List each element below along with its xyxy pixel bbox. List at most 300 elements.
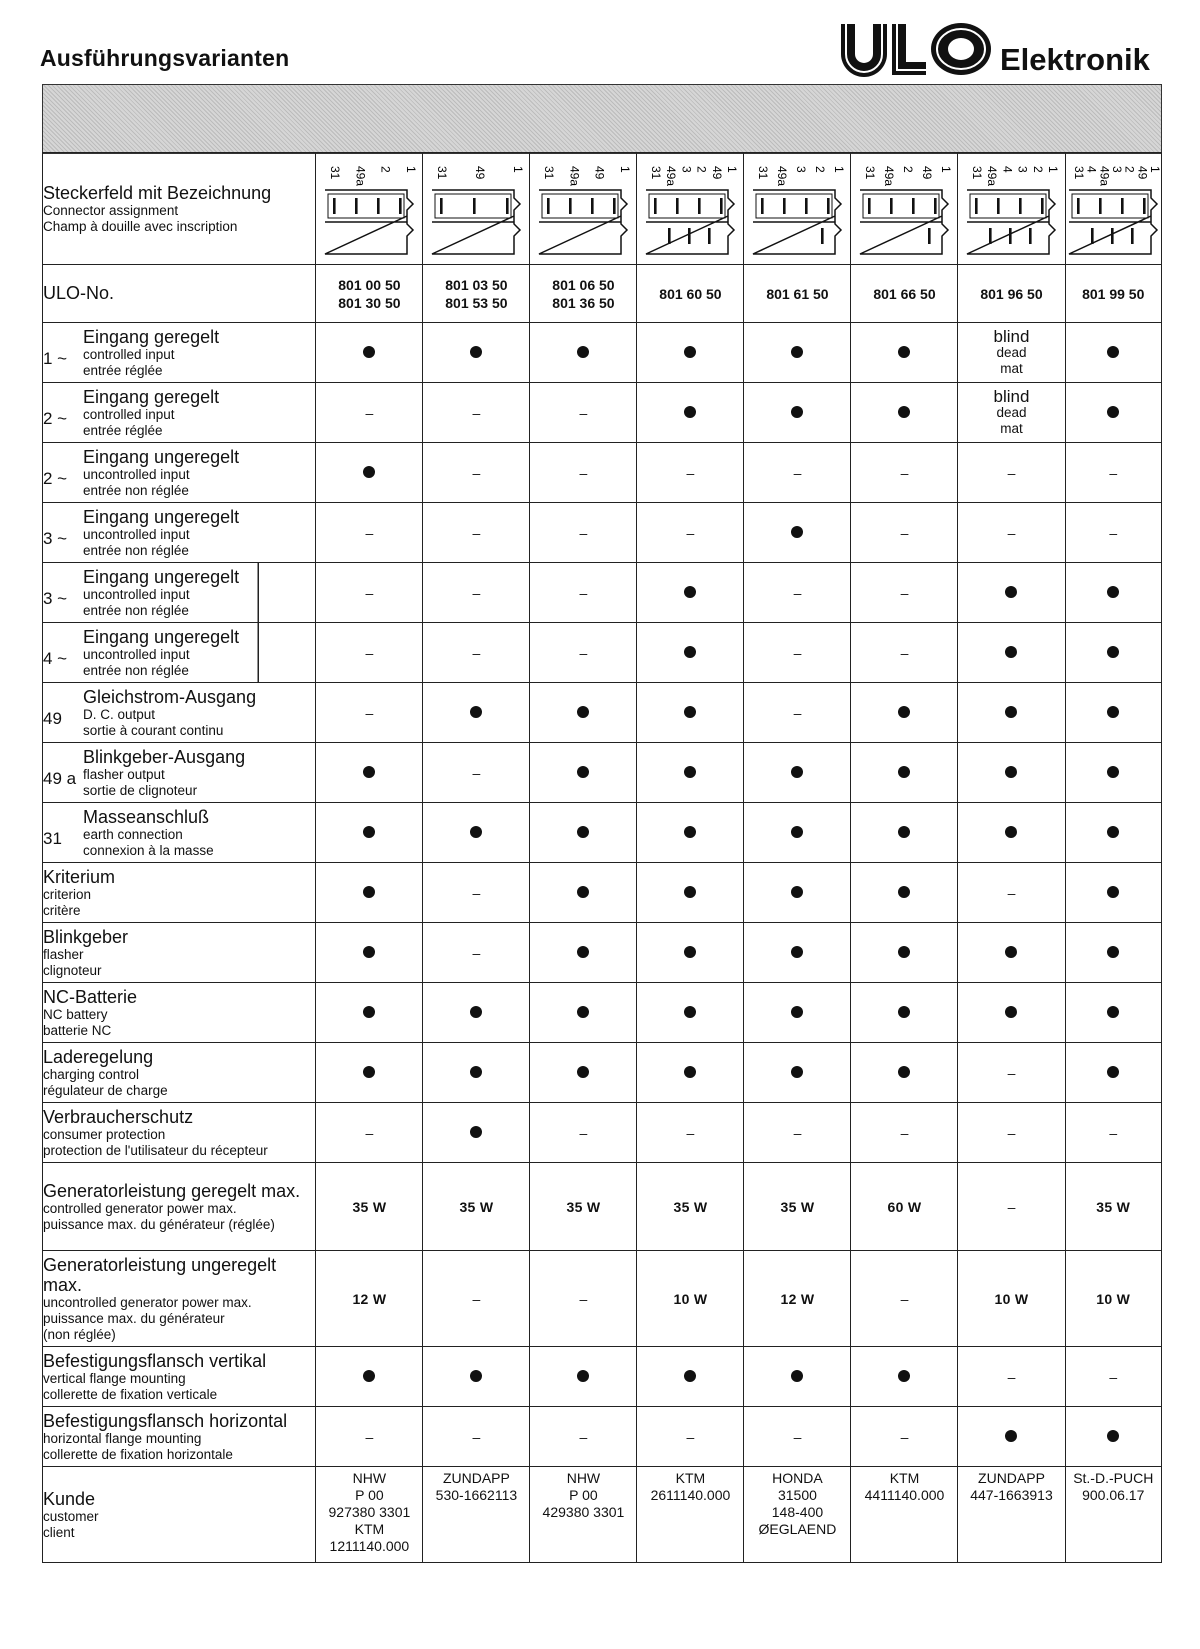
power-value: 10 W [1096,1290,1131,1307]
feature-row [43,383,1162,443]
feature-row [43,503,1162,563]
filled-dot-icon [363,946,375,958]
customer-line: P 00 [355,1487,384,1503]
connector-pin-label: 31 [328,165,343,179]
feature-cell [637,623,744,683]
filled-dot-icon [684,646,696,658]
dash-mark: – [1007,1198,1016,1215]
feature-cell [851,983,958,1043]
blind-de: blind [993,326,1030,346]
dash-mark: – [365,524,374,541]
feature-en: D. C. output [83,706,156,722]
power-cell [744,1251,851,1347]
filled-dot-icon [898,946,910,958]
filled-dot-icon [1107,1066,1119,1078]
flange-cell [851,1347,958,1407]
feature-cell [637,863,744,923]
flange-cell [423,1347,530,1407]
feature-en: uncontrolled input [83,466,190,482]
dash-mark: – [472,404,481,421]
feature-cell [958,863,1065,923]
ulo-number-line: 801 03 50 [445,276,508,293]
ulo-number [851,265,958,323]
feature-cell [530,803,637,863]
customer-line: 2611140.000 [650,1487,731,1503]
pin-number: 49 [43,708,62,728]
feature-de: Eingang ungeregelt [83,506,240,527]
feature-texts [83,687,256,739]
feature-cell [744,323,851,383]
filled-dot-icon [684,706,696,718]
customer-line: ØEGLAEND [758,1521,837,1537]
filled-dot-icon [577,706,589,718]
feature-cell [851,563,958,623]
customer-line: KTM [354,1521,385,1537]
feature-cell [1065,383,1162,443]
connector-pin-label: 49a [567,165,582,186]
feature-cell [530,683,637,743]
power-row [43,1251,1162,1347]
connector-pin-label: 31 [649,165,664,179]
feature-cell [1065,503,1162,563]
feature-texts [83,807,214,859]
power-cell [958,1163,1065,1251]
filled-dot-icon [1107,406,1119,418]
feature-cell [530,983,637,1043]
filled-dot-icon [684,586,696,598]
feature-cell [316,623,423,683]
filled-dot-icon [898,826,910,838]
filled-dot-icon [363,346,375,358]
flange-cell [1065,1347,1162,1407]
feature-fr: sortie à courant continu [83,722,224,738]
filled-dot-icon [898,766,910,778]
feature-cell [958,803,1065,863]
dash-mark: – [472,644,481,661]
dash-mark: – [1007,464,1016,481]
flange-cell [530,1407,637,1467]
flange-cell [958,1407,1065,1467]
feature-label-wrap [43,807,315,859]
feature-cell [637,503,744,563]
feature-cell [423,863,530,923]
connector-pin-label: 2 [1031,165,1046,173]
feature-row [43,623,1162,683]
feature-en: uncontrolled input [83,586,190,602]
dash-mark: – [793,584,802,601]
feature-de: Eingang geregelt [83,386,220,407]
connector-pin-label: 31 [756,165,771,179]
feature-en: controlled input [83,346,175,362]
filled-dot-icon [898,1370,910,1382]
ulo-number-label-text: ULO-No. [43,283,115,303]
power-cell [744,1163,851,1251]
filled-dot-icon [1107,946,1119,958]
feature-texts [83,387,219,439]
customer-cell [530,1467,637,1563]
connector-pin-label: 3 [679,165,694,173]
feature-cell [851,683,958,743]
dash-mark: – [900,524,909,541]
filled-dot-icon [898,406,910,418]
feature-cell [1065,323,1162,383]
feature-fr: régulateur de charge [43,1082,168,1098]
feature-cell [423,1103,530,1163]
flange-cell [530,1347,637,1407]
feature-cell [1065,803,1162,863]
feature-cell [530,1103,637,1163]
pin-number: 1 ~ [43,348,68,368]
connector-pin-label: 1 [939,165,954,173]
power-cell [423,1163,530,1251]
flange-cell [1065,1407,1162,1467]
flange-fr: collerette de fixation horizontale [43,1446,233,1462]
feature-cell [851,1043,958,1103]
feature-cell [744,563,851,623]
connector-socket-icon [537,164,633,260]
ulo-number [1065,265,1162,323]
feature-label-wrap [43,567,315,619]
blind-en: dead [996,344,1027,360]
power-sub: uncontrolled generator power max. [43,1294,252,1310]
dash-mark: – [686,524,695,541]
dash-mark: – [900,644,909,661]
feature-cell [958,983,1065,1043]
power-value: 35 W [780,1198,815,1215]
dash-mark: – [793,464,802,481]
feature-cell [530,323,637,383]
flange-de: Befestigungsflansch vertikal [43,1350,267,1371]
connector-pin-label: 31 [863,165,878,179]
filled-dot-icon [363,1370,375,1382]
dash-mark: – [365,1428,374,1445]
feature-en: earth connection [83,826,183,842]
feature-cell [423,383,530,443]
feature-fr: entrée réglée [83,362,163,378]
feature-cell [1065,1103,1162,1163]
feature-label [43,803,316,863]
power-value: 10 W [994,1290,1029,1307]
feature-cell [637,803,744,863]
customer-line: NHW [352,1470,387,1486]
power-cell [637,1251,744,1347]
feature-row [43,683,1162,743]
feature-cell [1065,743,1162,803]
dash-mark: – [900,1124,909,1141]
feature-cell [637,383,744,443]
connector-pin-label: 3 [794,165,809,173]
filled-dot-icon [577,826,589,838]
dash-mark: – [1109,1368,1118,1385]
connector-pin-label: 2 [379,165,394,173]
customer-line: 447-1663913 [970,1487,1053,1503]
feature-cell [316,683,423,743]
customer-line: St.-D.-PUCH [1073,1470,1154,1486]
ulo-number-line: 801 30 50 [338,294,401,311]
flange-cell [316,1347,423,1407]
dash-mark: – [472,1428,481,1445]
filled-dot-icon [363,1006,375,1018]
connector-pin-label: 1 [1046,165,1061,173]
feature-label-wrap [43,327,315,379]
power-value: 35 W [352,1198,387,1215]
power-value: 35 W [1096,1198,1131,1215]
feature-de: Eingang geregelt [83,326,220,347]
filled-dot-icon [684,946,696,958]
pin-number: 3 ~ [43,588,68,608]
feature-fr: clignoteur [43,962,102,978]
power-cell [958,1251,1065,1347]
feature-en: NC battery [43,1006,108,1022]
feature-cell [851,743,958,803]
feature-label-wrap [43,687,315,739]
feature-cell [958,1103,1065,1163]
filled-dot-icon [898,1006,910,1018]
feature-cell [744,383,851,443]
feature-texts [43,987,137,1039]
filled-dot-icon [363,826,375,838]
dash-mark: – [1109,524,1118,541]
dash-mark: – [579,524,588,541]
connector-pin-label: 1 [725,165,740,173]
dash-mark: – [793,1124,802,1141]
connector-pin-label: 1 [832,165,847,173]
feature-de: Blinkgeber-Ausgang [83,746,246,767]
blind-de: blind [993,386,1030,406]
filled-dot-icon [898,706,910,718]
power-value: 35 W [459,1198,494,1215]
filled-dot-icon [577,886,589,898]
connector-pin-label: 3 [1110,165,1125,173]
dash-mark: – [686,1124,695,1141]
dash-mark: – [579,464,588,481]
feature-label [43,563,316,623]
feature-cell [530,503,637,563]
connector-pin-label: 31 [970,165,985,179]
filled-dot-icon [577,1066,589,1078]
feature-fr: batterie NC [43,1022,112,1038]
feature-cell [1065,563,1162,623]
blind-en: dead [996,404,1027,420]
feature-cell [316,323,423,383]
connector-socket-icon [858,164,954,260]
feature-label-wrap [43,747,315,799]
filled-dot-icon [1005,1430,1017,1442]
feature-cell [958,383,1065,443]
filled-dot-icon [1107,706,1119,718]
feature-cell [530,743,637,803]
filled-dot-icon [1005,766,1017,778]
pin-number: 2 ~ [43,408,68,428]
feature-row [43,323,1162,383]
feature-cell [851,383,958,443]
feature-cell [1065,983,1162,1043]
ulo-number-row [43,265,1162,323]
ulo-number-label [43,265,316,323]
dash-mark: – [365,1124,374,1141]
feature-cell [637,923,744,983]
feature-row [43,923,1162,983]
customer-line: 429380 3301 [542,1504,625,1520]
feature-label-wrap [43,927,315,979]
power-sub: (non réglée) [43,1326,116,1342]
filled-dot-icon [1107,766,1119,778]
dash-mark: – [793,704,802,721]
connector-pin-label: 49a [775,165,790,186]
power-cell [530,1251,637,1347]
feature-cell [637,323,744,383]
dash-mark: – [1109,1124,1118,1141]
feature-cell [958,323,1065,383]
flange-cell [744,1347,851,1407]
flange-label [43,1347,316,1407]
customer-line: 31500 [777,1487,817,1503]
feature-label [43,503,316,563]
feature-cell [958,563,1065,623]
dash-mark: – [686,1428,695,1445]
feature-row [43,983,1162,1043]
feature-texts [83,507,239,559]
connector-diagram [423,153,530,265]
connector-pin-label: 49a [664,165,679,186]
connector-label-fr: Champ à douille avec inscription [43,218,238,234]
dash-mark: – [365,704,374,721]
connector-pin-label: 49 [473,165,488,179]
feature-fr: entrée non réglée [83,542,189,558]
customer-label [43,1467,316,1563]
feature-de: Verbraucherschutz [43,1106,194,1127]
feature-de: Eingang ungeregelt [83,566,240,587]
filled-dot-icon [470,1126,482,1138]
feature-cell [851,503,958,563]
feature-fr: connexion à la masse [83,842,214,858]
connector-pin-label: 1 [404,165,419,173]
filled-dot-icon [898,1066,910,1078]
feature-cell [851,923,958,983]
filled-dot-icon [684,346,696,358]
feature-de: Masseanschluß [83,806,210,827]
dash-mark: – [1109,464,1118,481]
ulo-number-line: 801 66 50 [873,285,936,302]
flange-cell [316,1407,423,1467]
feature-label [43,383,316,443]
dash-mark: – [900,464,909,481]
feature-label-wrap [43,507,315,559]
blind-fr: mat [1000,420,1023,436]
feature-label [43,983,316,1043]
connector-socket-icon [323,164,419,260]
dash-mark: – [365,644,374,661]
power-sub: puissance max. du générateur [43,1310,225,1326]
feature-label [43,923,316,983]
feature-cell [423,323,530,383]
power-label [43,1163,316,1251]
filled-dot-icon [1005,826,1017,838]
filled-dot-icon [577,346,589,358]
feature-cell [637,1043,744,1103]
feature-label [43,683,316,743]
feature-en: charging control [43,1066,140,1082]
feature-cell [423,623,530,683]
feature-texts [43,1107,268,1159]
filled-dot-icon [684,826,696,838]
feature-cell [637,1103,744,1163]
customer-line: ZUNDAPP [442,1470,510,1486]
feature-cell [744,1043,851,1103]
filled-dot-icon [791,766,803,778]
ulo-number [530,265,637,323]
feature-fr: entrée réglée [83,422,163,438]
feature-label [43,1103,316,1163]
feature-cell [530,1043,637,1103]
feature-label [43,323,316,383]
filled-dot-icon [1107,886,1119,898]
filled-dot-icon [363,886,375,898]
feature-cell [423,443,530,503]
feature-cell [958,923,1065,983]
connector-pin-label: 31 [435,165,450,179]
filled-dot-icon [1005,706,1017,718]
flange-fr: collerette de fixation verticale [43,1386,218,1402]
dash-mark: – [900,1428,909,1445]
feature-texts [43,927,128,979]
connector-pin-label: 4 [1000,165,1015,173]
feature-en: uncontrolled input [83,646,190,662]
connector-socket-icon [1067,164,1163,260]
ulo-number-line: 801 99 50 [1082,285,1145,302]
filled-dot-icon [1107,1430,1119,1442]
dash-mark: – [365,404,374,421]
filled-dot-icon [470,346,482,358]
feature-fr: critère [43,902,81,918]
customer-line: P 00 [569,1487,598,1503]
feature-cell [851,863,958,923]
feature-cell [744,683,851,743]
connector-pin-label: 49a [1097,165,1112,186]
connector-diagram [316,153,423,265]
feature-label-wrap [43,447,315,499]
feature-cell [744,1103,851,1163]
customer-en: customer [43,1508,99,1524]
feature-texts [83,447,239,499]
feature-texts [83,627,239,679]
dash-mark: – [579,1290,588,1307]
flange-de: Befestigungsflansch horizontal [43,1410,288,1431]
feature-de: Blinkgeber [43,926,129,947]
feature-en: criterion [43,886,92,902]
pin-number: 31 [43,828,62,848]
filled-dot-icon [1005,646,1017,658]
dash-mark: – [472,464,481,481]
power-value: 12 W [780,1290,815,1307]
power-cell [851,1163,958,1251]
customer-line: KTM [889,1470,920,1486]
filled-dot-icon [684,766,696,778]
feature-cell [530,923,637,983]
dash-mark: – [1007,1124,1016,1141]
customer-cell [316,1467,423,1563]
feature-cell [851,623,958,683]
flange-cell [851,1407,958,1467]
feature-label [43,863,316,923]
dash-mark: – [472,1290,481,1307]
filled-dot-icon [791,946,803,958]
feature-cell [744,803,851,863]
logo-word: Elektronik [1000,42,1150,77]
filled-dot-icon [470,1066,482,1078]
filled-dot-icon [470,1370,482,1382]
feature-cell [958,623,1065,683]
